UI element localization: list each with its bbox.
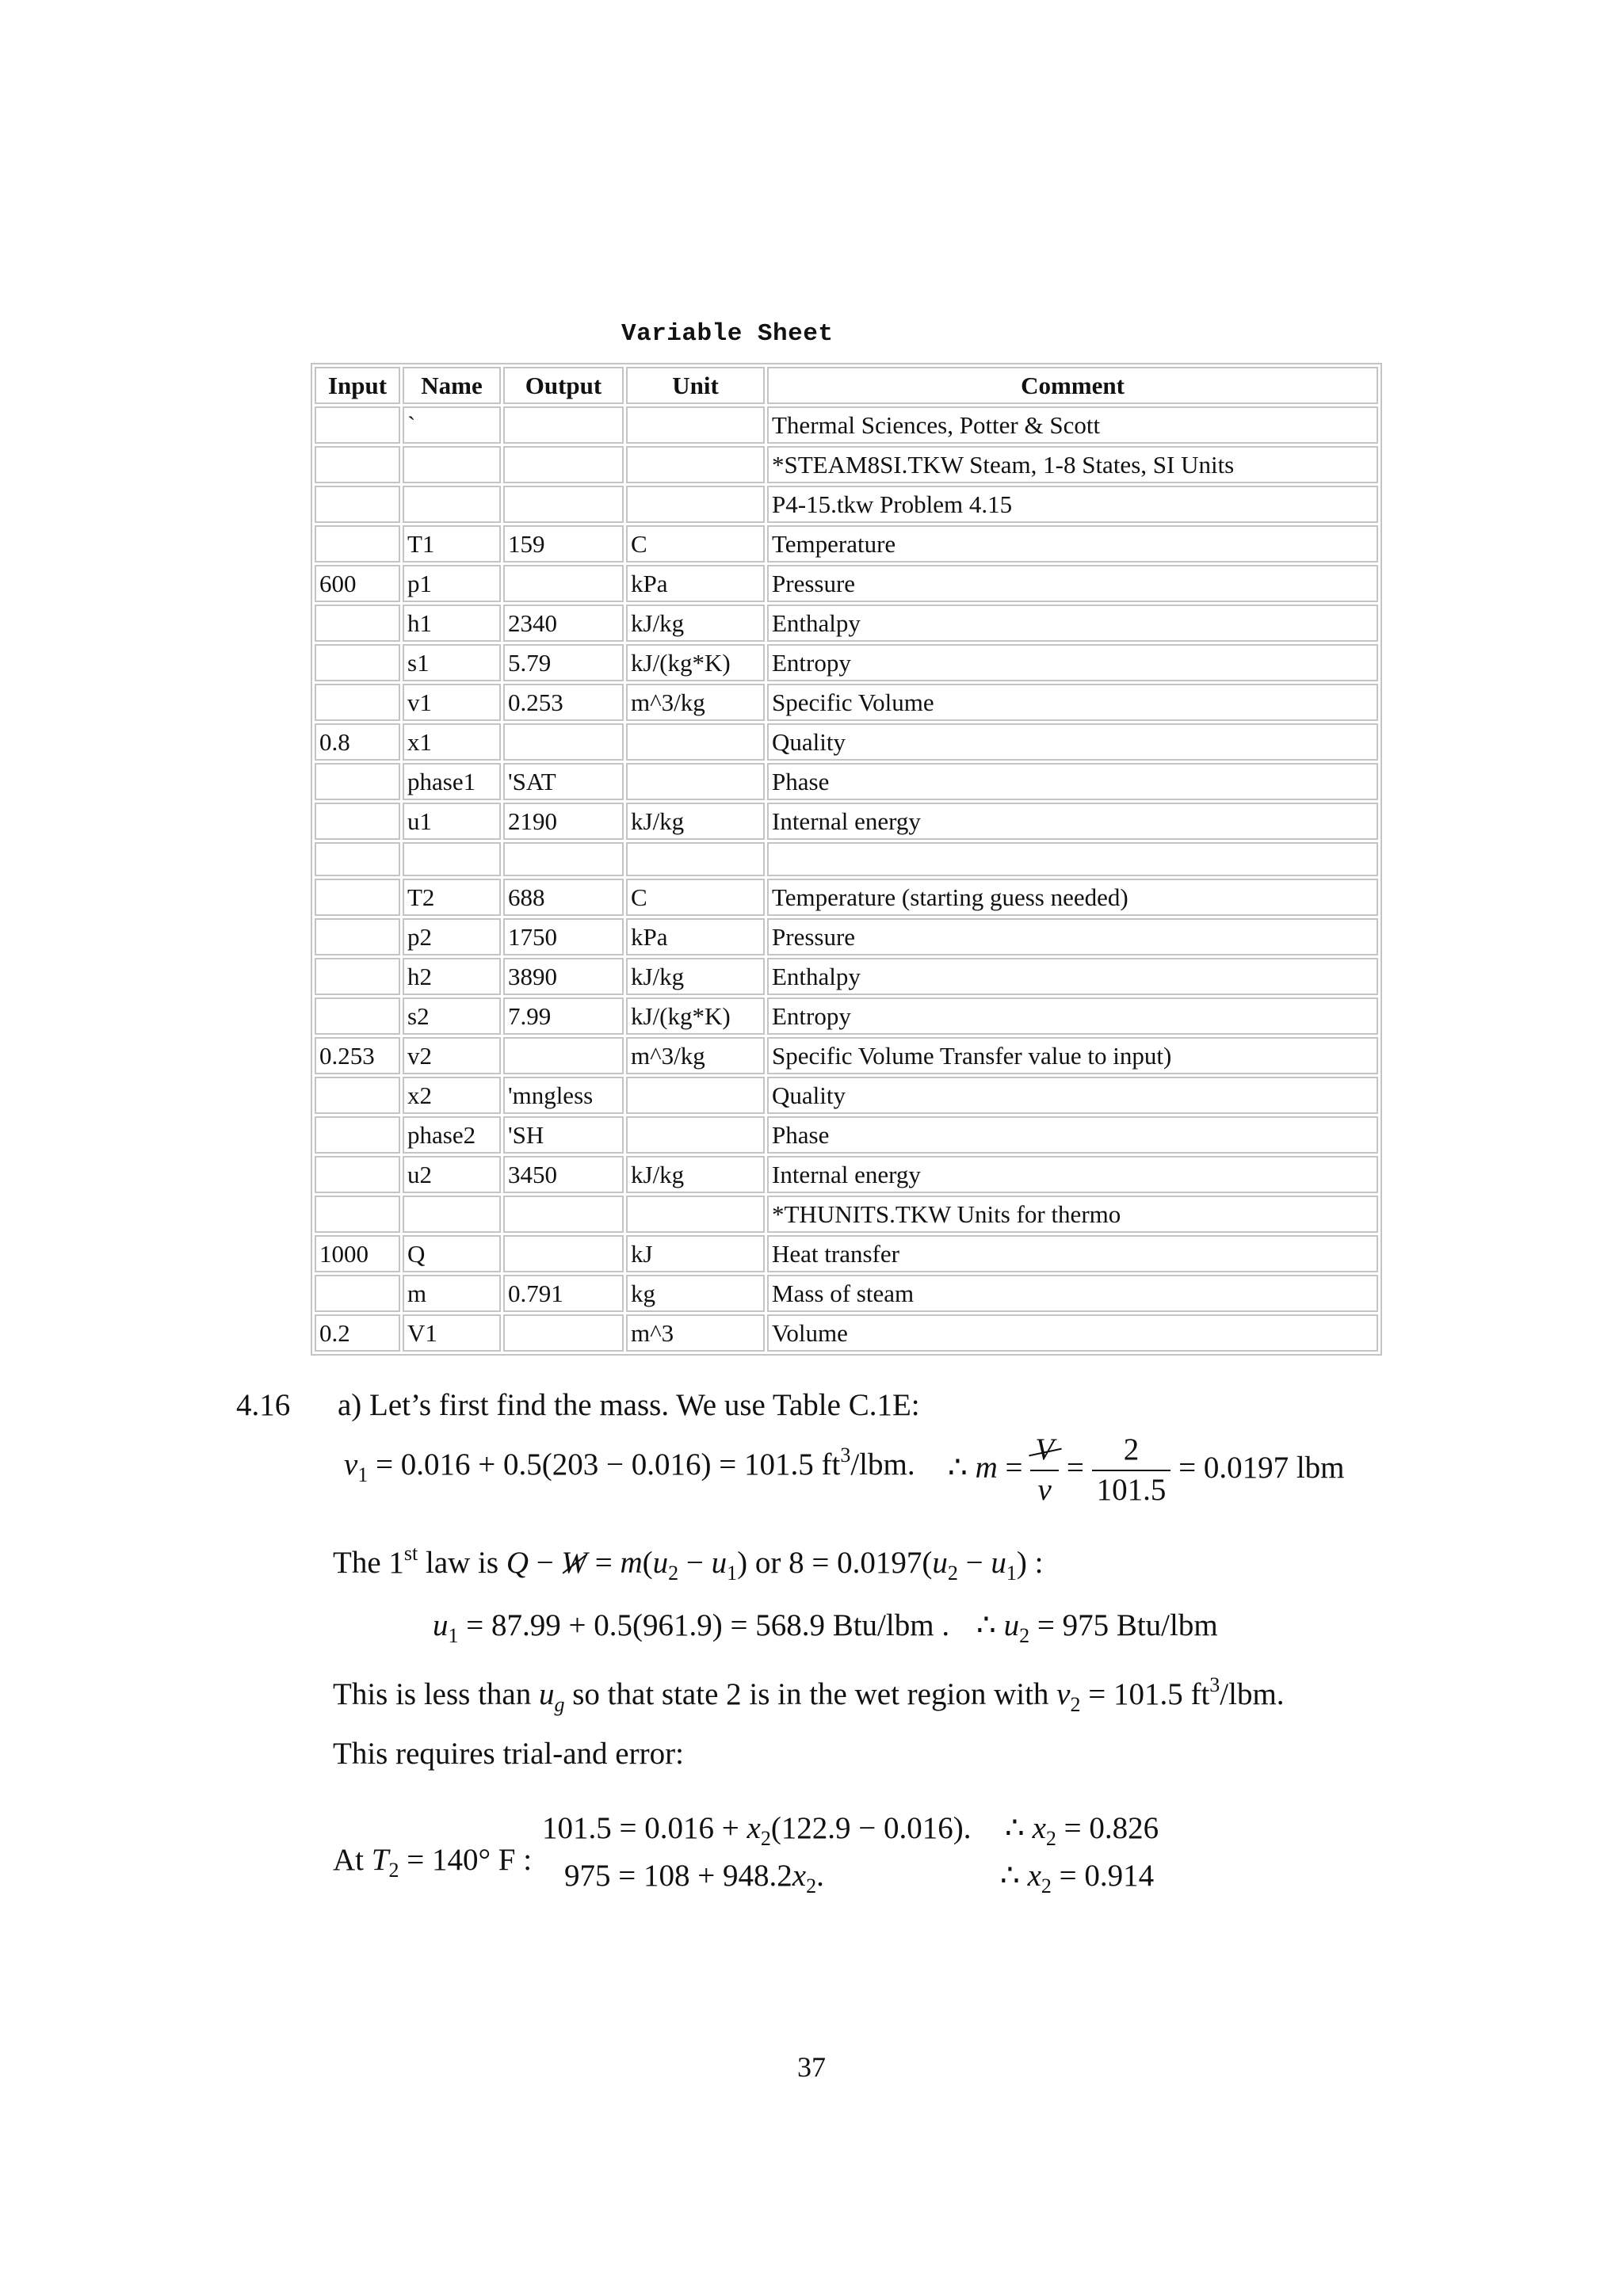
cell-output: 3890 [503,958,624,995]
cell-comment: Quality [767,1077,1378,1114]
cell-input [315,803,400,840]
cell-input [315,958,400,995]
cell-input: 0.253 [315,1037,400,1074]
cell-input [315,525,400,563]
cell-input [315,763,400,800]
cell-name: T1 [403,525,501,563]
table-row [315,1314,1378,1352]
cell-unit: m^3/kg [626,1037,765,1074]
cell-unit [626,1077,765,1114]
table-row [315,1116,1378,1154]
cell-unit [626,446,765,483]
cell-input: 1000 [315,1235,400,1272]
table-row [315,997,1378,1035]
cell-unit: kg [626,1275,765,1312]
cell-name: x1 [403,723,501,761]
cell-unit: kJ/kg [626,803,765,840]
trial-volume-result: ∴ $x_2 = 0.826$ [1005,1811,1159,1850]
cell-comment: Pressure [767,565,1378,602]
cell-comment: Enthalpy [767,958,1378,995]
cell-input [315,644,400,681]
cell-unit [626,842,765,876]
header-unit: Unit [626,367,765,404]
cell-output: 2190 [503,803,624,840]
header-name: Name [403,367,501,404]
cell-name: V1 [403,1314,501,1352]
cell-input [315,879,400,916]
cell-comment: Phase [767,1116,1378,1154]
cell-unit [626,723,765,761]
cell-comment: *THUNITS.TKW Units for thermo [767,1196,1378,1233]
cell-unit: kPa [626,918,765,955]
cell-name: p2 [403,918,501,955]
cell-comment: Mass of steam [767,1275,1378,1312]
cell-unit [626,406,765,444]
sheet-title: Variable Sheet [621,320,834,348]
mass-equation: ∴ m = $\frac{V}{v}$ = $\frac{2}{101.5}$ = 0.0197 lbm [948,1432,1345,1507]
page-number: 37 [797,2051,826,2083]
table-row [315,1235,1378,1272]
cell-unit [626,1116,765,1154]
cell-name [403,486,501,523]
table-row [315,763,1378,800]
cell-output: 5.79 [503,644,624,681]
cell-output: 3450 [503,1156,624,1193]
cell-comment: Quality [767,723,1378,761]
cell-comment: Entropy [767,644,1378,681]
cell-name: s1 [403,644,501,681]
problem-part-a: a) Let’s first find the mass. We use Table C.1E: [338,1388,920,1422]
first-law-statement: The 1st law is $Q - W = m(u_2 - u_1)$ or $8 = 0.0197(u_2 - u_1)$ : [333,1542,1044,1585]
table-row [315,1275,1378,1312]
cell-comment: P4-15.tkw Problem 4.15 [767,486,1378,523]
table-row [315,525,1378,563]
cell-unit [626,763,765,800]
cell-output [503,842,624,876]
trial-temperature: At $T_2 = 140^\circ$ F : [333,1843,533,1882]
cell-name: phase2 [403,1116,501,1154]
header-output: Output [503,367,624,404]
cell-unit: C [626,879,765,916]
cell-output: 0.253 [503,684,624,721]
cell-name: u1 [403,803,501,840]
cell-name: h1 [403,605,501,642]
table-row [315,565,1378,602]
trial-volume-equation: $101.5 = 0.016 + x_2(122.9 - 0.016)$. [542,1811,972,1850]
cell-input [315,842,400,876]
table-header-row [315,367,1378,404]
cell-input [315,1077,400,1114]
table-row [315,605,1378,642]
trial-energy-equation: $975 = 108 + 948.2x_2$. [564,1859,824,1897]
problem-number: 4.16 [236,1388,291,1422]
cell-output: 'mngless [503,1077,624,1114]
header-input: Input [315,367,400,404]
cell-unit: kJ/(kg*K) [626,997,765,1035]
cell-input [315,918,400,955]
cell-unit: kJ/kg [626,958,765,995]
cell-input [315,1156,400,1193]
table-row [315,842,1378,876]
cell-name: h2 [403,958,501,995]
table-row [315,1037,1378,1074]
cell-output: 688 [503,879,624,916]
cell-input: 0.2 [315,1314,400,1352]
table-row [315,879,1378,916]
table-row [315,723,1378,761]
cell-comment: Internal energy [767,803,1378,840]
cell-comment: Thermal Sciences, Potter & Scott [767,406,1378,444]
cell-comment: Temperature [767,525,1378,563]
cell-input: 600 [315,565,400,602]
trial-and-error-statement: This requires trial-and error: [333,1737,684,1771]
cell-output [503,565,624,602]
cell-output: 159 [503,525,624,563]
cell-name: phase1 [403,763,501,800]
cell-comment: Pressure [767,918,1378,955]
cell-name: x2 [403,1077,501,1114]
cell-unit [626,1196,765,1233]
cell-unit: C [626,525,765,563]
cell-output [503,1037,624,1074]
cell-input [315,486,400,523]
cell-output [503,486,624,523]
cell-name: v2 [403,1037,501,1074]
cell-output: 0.791 [503,1275,624,1312]
cell-input [315,605,400,642]
cell-name: m [403,1275,501,1312]
cell-input [315,684,400,721]
cell-name: u2 [403,1156,501,1193]
table-row [315,918,1378,955]
cell-unit: m^3 [626,1314,765,1352]
specific-volume-equation: $v_1 = 0.016 + 0.5(203 - 0.016) = 101.5$ $ft^3$/lbm. [344,1444,915,1486]
cell-name: v1 [403,684,501,721]
cell-output: 7.99 [503,997,624,1035]
cell-output: 'SAT [503,763,624,800]
cell-input [315,1116,400,1154]
cell-comment: Entropy [767,997,1378,1035]
wet-region-statement: This is less than $u_g$ so that state 2 is in the wet region with $v_2 = 101.5$ $ft^3$/lbm. [333,1673,1285,1716]
cell-comment: Phase [767,763,1378,800]
table-row [315,486,1378,523]
cell-comment: Specific Volume Transfer value to input) [767,1037,1378,1074]
table-row [315,958,1378,995]
trial-energy-result: ∴ $x_2 = 0.914$ [1000,1859,1155,1897]
cell-unit: kJ/(kg*K) [626,644,765,681]
cell-output: 2340 [503,605,624,642]
cell-output [503,446,624,483]
table-row [315,1196,1378,1233]
cell-name: s2 [403,997,501,1035]
header-comment: Comment [767,367,1378,404]
cell-output [503,723,624,761]
cell-comment [767,842,1378,876]
table-row [315,803,1378,840]
cell-output: 1750 [503,918,624,955]
cell-output [503,1196,624,1233]
cell-name [403,1196,501,1233]
cell-output [503,1235,624,1272]
cell-name: ` [403,406,501,444]
cell-unit: kPa [626,565,765,602]
cell-comment: Internal energy [767,1156,1378,1193]
cell-unit [626,486,765,523]
cell-name: T2 [403,879,501,916]
cell-comment: *STEAM8SI.TKW Steam, 1-8 States, SI Units [767,446,1378,483]
internal-energy-equation: $u_1 = 87.99 + 0.5(961.9) = 568.9$ Btu/lbm . [433,1608,950,1647]
cell-comment: Temperature (starting guess needed) [767,879,1378,916]
cell-name [403,842,501,876]
cell-unit: kJ/kg [626,1156,765,1193]
cell-input [315,446,400,483]
table-body [315,406,1378,1352]
cell-comment: Specific Volume [767,684,1378,721]
cell-input [315,406,400,444]
table-row [315,446,1378,483]
cell-name [403,446,501,483]
cell-unit: m^3/kg [626,684,765,721]
cell-name: p1 [403,565,501,602]
table-row [315,684,1378,721]
table-row [315,1077,1378,1114]
cell-output: 'SH [503,1116,624,1154]
cell-input [315,1275,400,1312]
cell-output [503,406,624,444]
table-row [315,644,1378,681]
cell-input [315,997,400,1035]
cell-unit: kJ [626,1235,765,1272]
cell-input [315,1196,400,1233]
cell-comment: Enthalpy [767,605,1378,642]
table-row [315,406,1378,444]
cell-comment: Volume [767,1314,1378,1352]
cell-comment: Heat transfer [767,1235,1378,1272]
variable-sheet-table [311,363,1382,1356]
cell-input: 0.8 [315,723,400,761]
internal-energy-result: ∴ $u_2 = 975$ Btu/lbm [976,1608,1218,1647]
cell-unit: kJ/kg [626,605,765,642]
cell-output [503,1314,624,1352]
table-row [315,1156,1378,1193]
cell-name: Q [403,1235,501,1272]
